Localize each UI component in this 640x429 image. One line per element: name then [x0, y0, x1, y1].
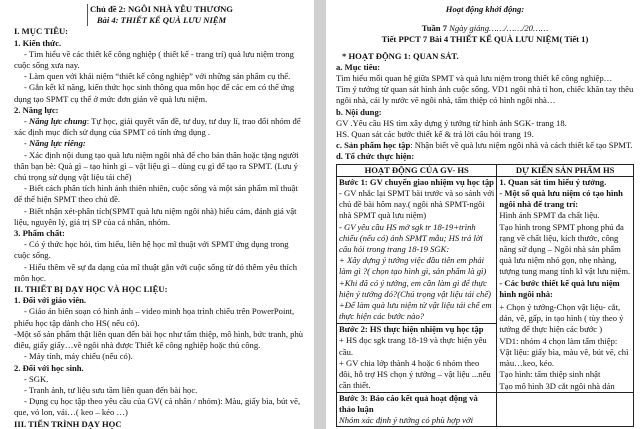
- table-cell: [337, 324, 497, 393]
- subheading-organization: d. Tổ chức thực hiện:: [336, 151, 415, 162]
- cell-text: +Khi đã có ý tưởng, em cần làm gì để thực hiện ý tưởng đó?(Chú trọng vật liệu tái chế): [339, 277, 491, 299]
- cell-text: Vật liệu: giấy bìa, màu vẽ, bút vẽ, chì màu…keo, kéo.: [499, 346, 629, 369]
- paragraph: - Có ý thức học hỏi, tìm hiểu, liên hệ học mĩ thuật với SPMT ứng dụng trong cuộc sống.: [14, 239, 289, 261]
- paragraph: GV .Yêu cầu HS tìm xây dựng ý tưởng từ hình ảnh SGK- trang 18.: [336, 117, 567, 128]
- activity-1-heading: * HOẠT ĐỘNG 1: QUAN SÁT.: [342, 50, 459, 61]
- cell-text: +Để làm quà lưu niệm từ vật liệu tái chế em thực hiện các bước nào?: [339, 300, 492, 322]
- week-label: Tuần 7: [421, 23, 447, 34]
- paragraph: - Gắn kết kĩ năng, kiến thức học sinh thông qua môn học để các em có thể ứng dụng tạo SPMT cụ thể ở mức đơn giản về quà lưu niệm.: [14, 82, 295, 104]
- lesson-title: [14, 4, 306, 26]
- cell-text: - GV nhắc lại SPMT bài trước và so sánh với chủ đề bài hôm nay.( ngôi nhà SPMT-ngôi nhà SPMT quà lưu niệm): [339, 188, 495, 221]
- subheading-product: c. Sản phẩm học tập: [336, 140, 411, 151]
- inline-label: - Năng lực chung: [24, 116, 87, 127]
- paragraph: - Biết cách phân tích hình ảnh thiên nhiên, cuộc sống và một sản phẩm mĩ thuật để thể hiện SPMT theo chủ đề.: [14, 183, 298, 205]
- cell-heading: - Các bước thiết kế quà lưu niệm hình ngôi nhà:: [499, 277, 620, 299]
- paragraph: - Tìm hiểu về các thiết kế công nghiệp ( thiết kế - trang trí) quà lưu niệm trong cuộc sống xưa nay.: [14, 48, 294, 71]
- cell-text: Hình ảnh SPMT đa chất liệu.: [499, 210, 600, 221]
- step-heading: Bước 1: GV chuyển giao nhiệm vụ học tập: [339, 176, 494, 187]
- table-cell: [337, 392, 497, 427]
- cell-text: + Xây dựng ý tưởng việc đầu tiên em phải làm gì ?( chọn tạo hình gì, sản phẩm là gì): [339, 255, 487, 277]
- subheading-student: 2. Đối với học sinh.: [14, 362, 84, 373]
- paragraph: -Một số sản phẩm thật liên quan đến bài học như tấm thiệp, mô hình, bức tranh, phù điêu, giấy giấy…về ngôi nhà được Thiết kế công nghiệp hoặc thủ công.: [14, 328, 304, 351]
- paragraph: Tìm hiểu mối quan hệ giữa SPMT và quà lưu niệm trong thiết kế công nghiệp…: [336, 73, 613, 84]
- left-page: [0, 0, 314, 429]
- table-row: [337, 176, 634, 323]
- page-gutter: [314, 0, 326, 429]
- activity-table: [336, 164, 634, 428]
- inline-label: - Năng lực riêng:: [24, 138, 86, 149]
- paragraph: Tìm ý tưởng từ quan sát hình ảnh cuộc sống. VD1 ngôi nhà tí hon, chiếc khăn tay thêu ngôi nhà, cái ly nước vẽ ngôi nhà, tấm thiệp có hình ngôi nhà…: [336, 84, 634, 106]
- paragraph: - Làm quen với khái niệm “thiết kế công nghiệp” với những sản phẩm cụ thể.: [24, 71, 291, 82]
- table-header-row: [337, 164, 634, 176]
- paragraph: : Tự học, giải quyết vấn đề, tư duy, tư duy lí, trao đổi nhóm để xác định mục đích sử dụng của SPMT có tính ứng dụng .: [14, 116, 301, 138]
- cell-text: Tạo mô hình 3D cắt ngôi nhà dán: [499, 380, 615, 391]
- section-heading-objectives: I. MỤC TIÊU:: [14, 26, 69, 37]
- paragraph: - Tranh ảnh, tư liệu sưu tầm liên quan đến bài học.: [24, 384, 198, 395]
- paragraph: - Dụng cụ học tập theo yêu cầu của GV( cá nhân / nhóm): Màu, giấy bìa, bút vẽ, que, vỏ lon, vải…( keo – kéo …): [14, 396, 301, 418]
- paragraph: - Xác định nội dung tạo quà lưu niệm ngôi nhà để cho bản thân hoặc tặng người thân bạn bè: Quà gì – tạo hình gì – vật liệu gì – dùng cụ gì để tạo ra SPMT. (Lưu ý chú trọng sử dụng vật liệu tái chế): [14, 149, 299, 183]
- table-cell: [497, 176, 634, 392]
- cell-text: Nhóm xác định ý tưởng có phù hợp với: [339, 415, 473, 426]
- paragraph: : Nhận biết về quà lưu niệm ngôi nhà và cách thiết kế tạo SPMT.: [410, 140, 633, 151]
- cell-text: Tạo hình trong SPMT phong phú đa rạng về chất liệu, kích thước, công năng sử dụng – Ngôi nhà sản phẩm quà lưu niệm nhỏ gọn, nhẹ nhàng, tượng tung mang tính kĩ vật lưu niệm.: [499, 221, 631, 277]
- subheading-qualities: 3. Phẩm chất:: [14, 228, 65, 239]
- subheading-competence: 2. Năng lực:: [14, 104, 59, 115]
- cell-heading: 1. Quan sát tìm hiểu ý tưởng.: [499, 176, 607, 187]
- topic-title: Chủ đề 2: NGÔI NHÀ YÊU THƯƠNG: [90, 4, 233, 14]
- period-title: Tiết PPCT 7 Bài 4 THIẾT KẾ QUÀ LƯU NIỆM( Tiết 1): [381, 34, 589, 45]
- paragraph: - Biết nhận xét-phân tích(SPMT quà lưu niệm ngôi nhà) hiểu cảm, đánh giá vật liệu, nguyên lý, giá trị SP của cá nhân, nhóm.: [14, 205, 297, 227]
- step-heading: Bước 3: Báo cáo kết quả hoạt động và thảo luận: [339, 392, 478, 414]
- step-heading: Bước 2: HS thực hiện nhiệm vụ học tập: [339, 324, 484, 335]
- cell-heading: - Một số quà lưu niệm có tạo hình ngôi nhà để trang trí:: [499, 188, 623, 210]
- table-header: DỰ KIẾN SẢN PHẨM HS: [497, 164, 634, 176]
- paragraph: - Máy tính, máy chiếu (nếu có).: [24, 351, 133, 362]
- table-row: [337, 392, 634, 427]
- subheading-content: b. Nội dung:: [336, 106, 382, 117]
- table-header: HOẠT ĐỘNG CỦA GV- HS: [337, 164, 497, 176]
- cell-text: VD1: nhóm 4 chọn làm tấm thiệp:: [499, 335, 618, 346]
- paragraph: - Giáo án biên soạn có hình ảnh – video minh họa trình chiếu trên PowerPoint, phiếu học tập dành cho HS( nếu có).: [14, 306, 295, 328]
- cell-text: Tạo hình: tấm thiệp sinh nhật: [499, 369, 601, 380]
- date-line: Ngày giảng……/……/20……: [447, 23, 549, 34]
- lesson-heading: Bài 4: THIẾT KẾ QUÀ LƯU NIỆM: [96, 15, 227, 26]
- right-page: [326, 0, 640, 429]
- section-heading-process: III. TIẾN TRÌNH DẠY HỌC: [14, 418, 122, 429]
- table-cell: [337, 176, 497, 323]
- subheading-objective: a. Mục tiêu:: [336, 61, 381, 72]
- cell-text: + GV chia lớp thành 4 hoặc 6 nhóm theo đôi, hỗ trợ HS chọn ý tưởng – vật liệu ...nếu cần thiết.: [339, 357, 491, 391]
- subheading-teacher: 1. Đối với giáo viên.: [14, 295, 87, 306]
- subheading-knowledge: 1. Kiến thức.: [14, 37, 62, 48]
- cell-text: - GV yêu cầu HS mở sgk tr 18-19+trình chiếu (nếu có) ảnh SPMT mẫu; HS trả lời câu hỏi trong trang 18-19 SGK:: [339, 221, 483, 255]
- paragraph: HS. Quan sát các bước thiết kế & trả lời câu hỏi trang 19.: [336, 129, 534, 140]
- paragraph: - SGK.: [24, 373, 49, 384]
- cell-text: + Chọn ý tưởng-Chọn vật liệu- cắt, dán, vẽ, gấp, in tạo hình ( tùy theo ý tưởng để thực hiện các bước ): [499, 302, 624, 335]
- paragraph: - Hiểu thêm về sự đa dạng của mĩ thuật gắn với cuộc sống từ đó thêm yêu thích môn học.: [14, 261, 298, 283]
- cell-text: + HS đọc sgk trang 18-19 và thực hiện yêu cầu.: [339, 335, 487, 357]
- table-cell: [497, 392, 634, 427]
- activity-start-heading: Hoạt động khởi động:: [445, 4, 525, 14]
- section-heading-equipment: II. THIẾT BỊ DẠY HỌC VÀ HỌC LIỆU:: [14, 284, 168, 295]
